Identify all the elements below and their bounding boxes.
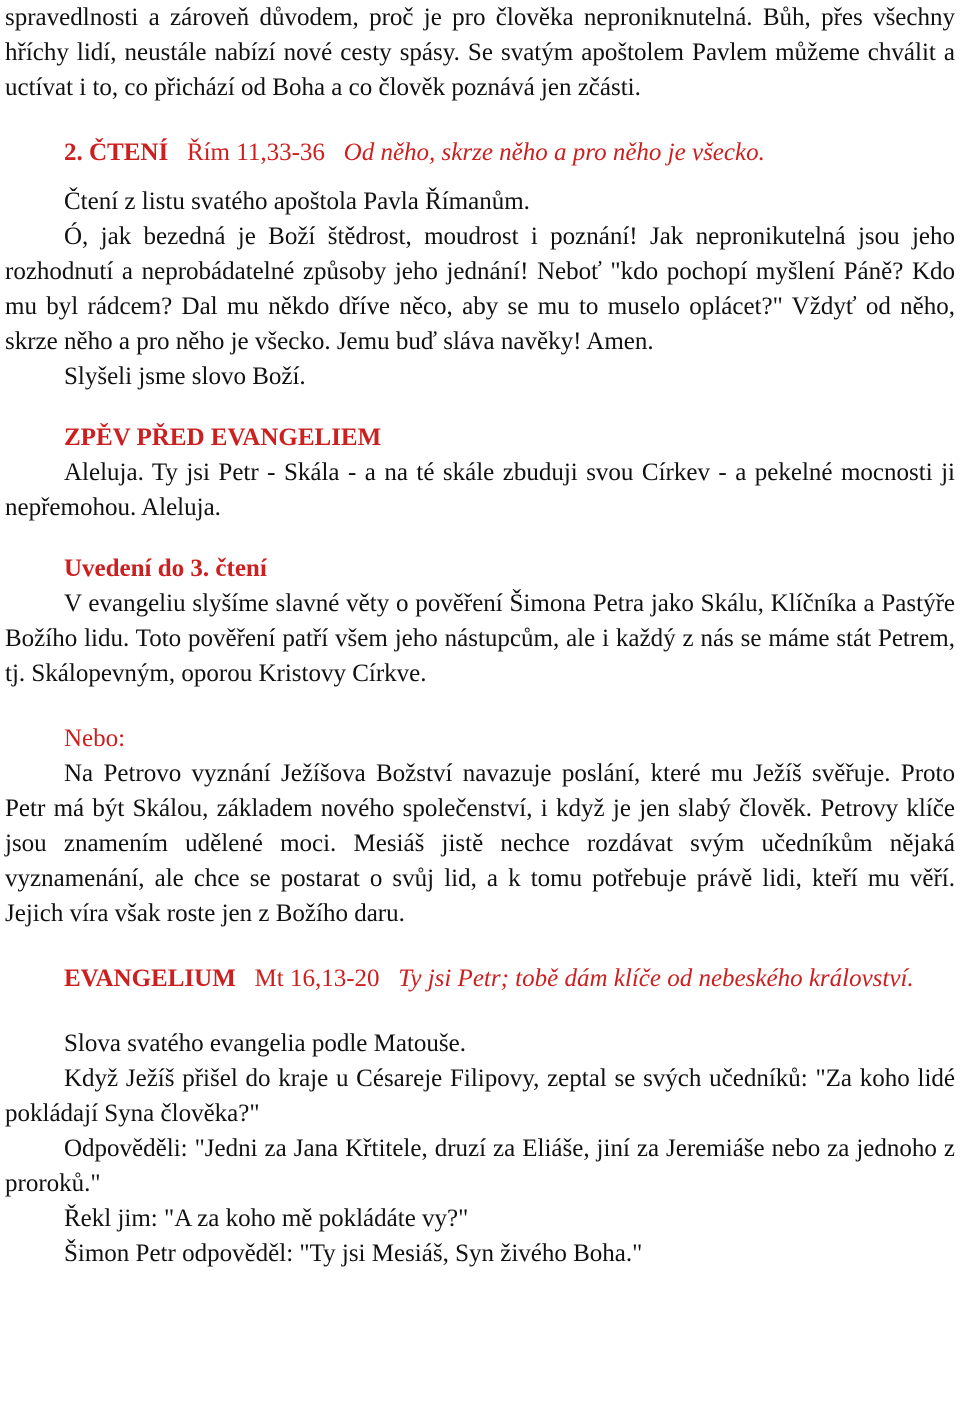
alternative-text: Na Petrovo vyznání Ježíšova Božství navazuje poslání, které mu Ježíš svěřuje. Proto Petr má být Skálou, základem nového společenství, i když je jen slabý člověk. Petrovy klíče jsou znamením udělené moci. Mesiáš jistě nechce rozdávat svým učedníkům nějaká vyznamenání, ale chce se postarat o svůj lid, a k tomu potřebuje právě lidi, kteří mu věří. Jejich víra však roste jen z Božího daru. (5, 760, 955, 927)
gospel-label: EVANGELIUM (64, 965, 236, 992)
gospel-paragraph-4: Šimon Petr odpověděl: "Ty jsi Mesiáš, Syn živého Boha." (64, 1240, 643, 1267)
spacer (5, 691, 955, 721)
document-page (5, 0, 955, 1271)
alternative-label: Nebo: (64, 725, 126, 752)
intro3-heading: Uvedení do 3. čtení (64, 555, 267, 582)
acclamation-text: Aleluja. Ty jsi Petr - Skála - a na té skále zbuduji svou Církev - a pekelné mocnosti ji nepřemohou. Aleluja. (5, 459, 955, 521)
reading2-text: Ó, jak bezedná je Boží štědrost, moudrost i poznání! Jak nepronikutelná jsou jeho rozhodnutí a neprobádatelné způsoby jeho jednání! Neboť "kdo pochopí myšlení Páně? Kdo mu byl rádcem? Dal mu někdo dříve něco, aby se mu to muselo oplácet?" Vždyť od něho, skrze něho a pro něho je všecko. Jemu buď sláva navěky! Amen. (5, 223, 955, 355)
reading2-reference: Řím 11,33-36 (186, 139, 325, 166)
spacer (5, 931, 955, 961)
acclamation-heading: ZPĚV PŘED EVANGELIEM (64, 424, 382, 451)
spacer (5, 996, 955, 1026)
intro-continuation: spravedlnosti a zároveň důvodem, proč je pro člověka neproniknutelná. Bůh, přes všechny hříchy lidí, neustále nabízí nové cesty spásy. Se svatým apoštolem Pavlem můžeme chválit a uctívat i to, co přichází od Boha a co člověk poznává jen zčásti. (5, 4, 955, 101)
intro3-text: V evangeliu slyšíme slavné věty o pověření Šimona Petra jako Skálu, Klíčníka a Pastýře Božího lidu. Toto pověření patří všem jeho nástupcům, ale i každý z nás se máme stát Petrem, tj. Skálopevným, oporou Kristovy Církve. (5, 590, 955, 687)
reading2-header (5, 135, 955, 170)
gospel-source: Slova svatého evangelia podle Matouše. (64, 1030, 466, 1057)
gospel-header (5, 961, 955, 996)
reading2-source: Čtení z listu svatého apoštola Pavla Římanům. (64, 188, 530, 215)
gospel-paragraph-3: Řekl jim: "A za koho mě pokládáte vy?" (64, 1205, 469, 1232)
reading2-label: 2. ČTENÍ (64, 139, 169, 166)
gospel-paragraph-2: Odpověděli: "Jedni za Jana Křtitele, druzí za Eliáše, jiní za Jeremiáše nebo za jednoho z proroků." (5, 1135, 955, 1197)
reading2-closing: Slyšeli jsme slovo Boží. (64, 363, 306, 390)
reading2-subtitle: Od něho, skrze něho a pro něho je všecko. (343, 139, 765, 166)
gospel-subtitle: Ty jsi Petr; tobě dám klíče od nebeského království. (398, 965, 914, 992)
gospel-reference: Mt 16,13-20 (254, 965, 380, 992)
spacer (5, 394, 955, 420)
spacer (5, 525, 955, 551)
spacer (5, 105, 955, 135)
spacer (5, 170, 955, 184)
gospel-paragraph-1: Když Ježíš přišel do kraje u Césareje Filipovy, zeptal se svých učedníků: "Za koho lidé pokládají Syna člověka?" (5, 1065, 955, 1127)
